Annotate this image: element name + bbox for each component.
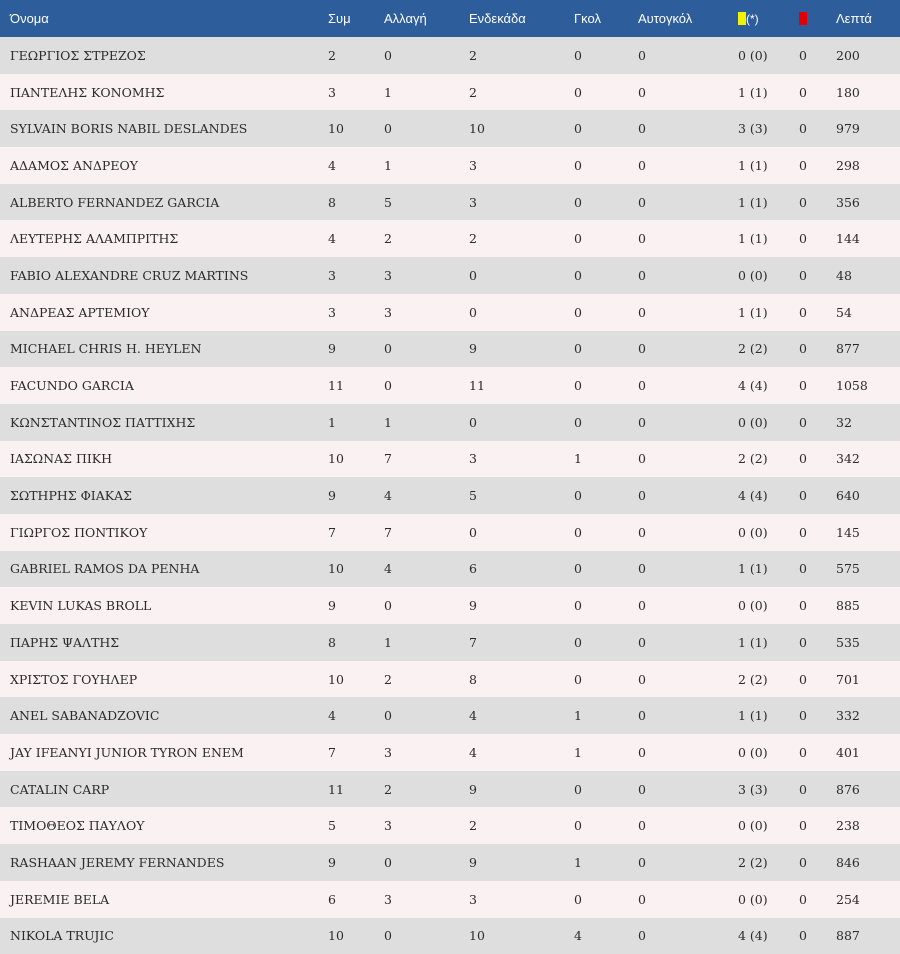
- cell-subs: 0: [384, 587, 469, 624]
- cell-red-cards: 0: [799, 697, 836, 734]
- cell-starts: 0: [469, 294, 574, 331]
- cell-goals: 0: [574, 184, 638, 221]
- cell-subs: 0: [384, 697, 469, 734]
- cell-yellow-cards: 0 (0): [738, 587, 799, 624]
- cell-goals: 0: [574, 74, 638, 111]
- cell-own-goals: 0: [638, 367, 738, 404]
- cell-minutes: 254: [836, 881, 900, 918]
- cell-goals: 0: [574, 624, 638, 661]
- cell-yellow-cards: 1 (1): [738, 74, 799, 111]
- table-row: [0, 918, 900, 954]
- table-row: [0, 514, 900, 551]
- table-row: [0, 367, 900, 404]
- cell-goals: 0: [574, 294, 638, 331]
- cell-apps: 6: [328, 881, 384, 918]
- cell-yellow-cards: 1 (1): [738, 697, 799, 734]
- cell-subs: 4: [384, 551, 469, 588]
- cell-goals: 0: [574, 37, 638, 74]
- cell-starts: 6: [469, 551, 574, 588]
- cell-own-goals: 0: [638, 477, 738, 514]
- cell-red-cards: 0: [799, 587, 836, 624]
- cell-apps: 3: [328, 74, 384, 111]
- cell-own-goals: 0: [638, 771, 738, 808]
- cell-own-goals: 0: [638, 661, 738, 698]
- cell-minutes: 144: [836, 220, 900, 257]
- cell-goals: 0: [574, 881, 638, 918]
- header-starts[interactable]: Ενδεκάδα: [469, 0, 574, 37]
- cell-own-goals: 0: [638, 184, 738, 221]
- cell-apps: 7: [328, 734, 384, 771]
- cell-name[interactable]: ΤΙΜΟΘΕΟΣ ΠΑΥΛΟΥ: [0, 807, 328, 844]
- header-apps[interactable]: Συμ: [328, 0, 384, 37]
- cell-apps: 11: [328, 771, 384, 808]
- cell-red-cards: 0: [799, 184, 836, 221]
- cell-starts: 3: [469, 441, 574, 478]
- cell-red-cards: 0: [799, 147, 836, 184]
- cell-minutes: 846: [836, 844, 900, 881]
- cell-subs: 0: [384, 110, 469, 147]
- cell-name[interactable]: ΧΡΙΣΤΟΣ ΓΟΥΗΛΕΡ: [0, 661, 328, 698]
- red-card-icon: [799, 12, 807, 25]
- cell-minutes: 238: [836, 807, 900, 844]
- cell-minutes: 575: [836, 551, 900, 588]
- cell-subs: 4: [384, 477, 469, 514]
- cell-name[interactable]: JEREMIE BELA: [0, 881, 328, 918]
- cell-goals: 0: [574, 367, 638, 404]
- cell-name[interactable]: KEVIN LUKAS BROLL: [0, 587, 328, 624]
- cell-red-cards: 0: [799, 918, 836, 954]
- cell-name[interactable]: FABIO ALEXANDRE CRUZ MARTINS: [0, 257, 328, 294]
- cell-yellow-cards: 1 (1): [738, 220, 799, 257]
- cell-starts: 0: [469, 404, 574, 441]
- table-row: [0, 404, 900, 441]
- cell-apps: 3: [328, 294, 384, 331]
- cell-apps: 10: [328, 918, 384, 954]
- cell-subs: 1: [384, 404, 469, 441]
- cell-yellow-cards: 0 (0): [738, 881, 799, 918]
- table-row: [0, 551, 900, 588]
- cell-yellow-cards: 0 (0): [738, 807, 799, 844]
- cell-yellow-cards: 1 (1): [738, 624, 799, 661]
- cell-name[interactable]: ΑΔΑΜΟΣ ΑΝΔΡΕΟΥ: [0, 147, 328, 184]
- cell-subs: 0: [384, 844, 469, 881]
- cell-goals: 4: [574, 918, 638, 954]
- cell-minutes: 401: [836, 734, 900, 771]
- cell-apps: 9: [328, 331, 384, 368]
- cell-subs: 0: [384, 331, 469, 368]
- header-goals[interactable]: Γκολ: [574, 0, 638, 37]
- cell-name[interactable]: JAY IFEANYI JUNIOR TYRON ENEM: [0, 734, 328, 771]
- cell-own-goals: 0: [638, 551, 738, 588]
- cell-goals: 0: [574, 331, 638, 368]
- cell-subs: 2: [384, 220, 469, 257]
- cell-subs: 2: [384, 661, 469, 698]
- cell-red-cards: 0: [799, 514, 836, 551]
- table-row: [0, 807, 900, 844]
- cell-red-cards: 0: [799, 441, 836, 478]
- cell-subs: 0: [384, 918, 469, 954]
- cell-name[interactable]: MICHAEL CHRIS H. HEYLEN: [0, 331, 328, 368]
- table-row: [0, 294, 900, 331]
- cell-red-cards: 0: [799, 477, 836, 514]
- cell-red-cards: 0: [799, 807, 836, 844]
- cell-own-goals: 0: [638, 147, 738, 184]
- cell-red-cards: 0: [799, 661, 836, 698]
- table-row: [0, 477, 900, 514]
- cell-subs: 3: [384, 881, 469, 918]
- cell-minutes: 979: [836, 110, 900, 147]
- cell-red-cards: 0: [799, 331, 836, 368]
- table-row: [0, 661, 900, 698]
- cell-yellow-cards: 1 (1): [738, 551, 799, 588]
- cell-starts: 0: [469, 514, 574, 551]
- cell-yellow-cards: 1 (1): [738, 147, 799, 184]
- cell-goals: 1: [574, 734, 638, 771]
- cell-apps: 1: [328, 404, 384, 441]
- cell-yellow-cards: 1 (1): [738, 184, 799, 221]
- cell-name[interactable]: NIKOLA TRUJIC: [0, 918, 328, 954]
- cell-apps: 2: [328, 37, 384, 74]
- cell-red-cards: 0: [799, 37, 836, 74]
- cell-own-goals: 0: [638, 624, 738, 661]
- cell-own-goals: 0: [638, 110, 738, 147]
- cell-red-cards: 0: [799, 74, 836, 111]
- cell-name[interactable]: ΙΑΣΩΝΑΣ ΠΙΚΗ: [0, 441, 328, 478]
- cell-apps: 7: [328, 514, 384, 551]
- table-row: [0, 220, 900, 257]
- cell-goals: 1: [574, 697, 638, 734]
- cell-starts: 4: [469, 734, 574, 771]
- cell-red-cards: 0: [799, 771, 836, 808]
- cell-apps: 10: [328, 551, 384, 588]
- cell-goals: 0: [574, 587, 638, 624]
- yellow-card-header-label: (*): [746, 12, 759, 26]
- table-row: [0, 771, 900, 808]
- cell-goals: 1: [574, 441, 638, 478]
- cell-red-cards: 0: [799, 257, 836, 294]
- cell-starts: 3: [469, 881, 574, 918]
- cell-red-cards: 0: [799, 624, 836, 661]
- cell-yellow-cards: 0 (0): [738, 734, 799, 771]
- cell-red-cards: 0: [799, 881, 836, 918]
- cell-goals: 0: [574, 807, 638, 844]
- cell-apps: 9: [328, 844, 384, 881]
- cell-apps: 10: [328, 661, 384, 698]
- cell-red-cards: 0: [799, 734, 836, 771]
- cell-apps: 4: [328, 697, 384, 734]
- cell-own-goals: 0: [638, 807, 738, 844]
- cell-starts: 9: [469, 331, 574, 368]
- cell-subs: 1: [384, 147, 469, 184]
- cell-yellow-cards: 3 (3): [738, 771, 799, 808]
- cell-starts: 9: [469, 771, 574, 808]
- table-row: [0, 257, 900, 294]
- cell-name[interactable]: ΛΕΥΤΕΡΗΣ ΑΛΑΜΠΡΙΤΗΣ: [0, 220, 328, 257]
- yellow-card-icon: [738, 12, 746, 25]
- cell-own-goals: 0: [638, 918, 738, 954]
- cell-minutes: 1058: [836, 367, 900, 404]
- table-row: [0, 441, 900, 478]
- table-row: [0, 697, 900, 734]
- cell-subs: 7: [384, 441, 469, 478]
- cell-own-goals: 0: [638, 404, 738, 441]
- cell-name[interactable]: GABRIEL RAMOS DA PENHA: [0, 551, 328, 588]
- cell-goals: 1: [574, 844, 638, 881]
- header-subs[interactable]: Αλλαγή: [384, 0, 469, 37]
- cell-subs: 3: [384, 734, 469, 771]
- cell-goals: 0: [574, 404, 638, 441]
- cell-own-goals: 0: [638, 294, 738, 331]
- cell-apps: 9: [328, 587, 384, 624]
- cell-minutes: 48: [836, 257, 900, 294]
- cell-name[interactable]: ΓΙΩΡΓΟΣ ΠΟΝΤΙΚΟΥ: [0, 514, 328, 551]
- cell-yellow-cards: 4 (4): [738, 918, 799, 954]
- cell-goals: 0: [574, 661, 638, 698]
- table-row: [0, 147, 900, 184]
- table-row: [0, 331, 900, 368]
- cell-goals: 0: [574, 147, 638, 184]
- cell-own-goals: 0: [638, 844, 738, 881]
- cell-minutes: 877: [836, 331, 900, 368]
- table-row: [0, 587, 900, 624]
- header-yellow-cards[interactable]: [738, 0, 799, 37]
- cell-own-goals: 0: [638, 441, 738, 478]
- cell-own-goals: 0: [638, 37, 738, 74]
- table-row: [0, 74, 900, 111]
- cell-minutes: 298: [836, 147, 900, 184]
- cell-starts: 10: [469, 918, 574, 954]
- cell-subs: 3: [384, 807, 469, 844]
- cell-minutes: 54: [836, 294, 900, 331]
- cell-starts: 11: [469, 367, 574, 404]
- cell-starts: 2: [469, 807, 574, 844]
- cell-subs: 1: [384, 624, 469, 661]
- cell-starts: 7: [469, 624, 574, 661]
- cell-subs: 7: [384, 514, 469, 551]
- cell-apps: 8: [328, 184, 384, 221]
- cell-minutes: 356: [836, 184, 900, 221]
- cell-minutes: 342: [836, 441, 900, 478]
- cell-name[interactable]: CATALIN CARP: [0, 771, 328, 808]
- cell-apps: 4: [328, 220, 384, 257]
- cell-name[interactable]: RASHAAN JEREMY FERNANDES: [0, 844, 328, 881]
- cell-starts: 2: [469, 37, 574, 74]
- cell-goals: 0: [574, 110, 638, 147]
- cell-name[interactable]: ΑΝΔΡΕΑΣ ΑΡΤΕΜΙΟΥ: [0, 294, 328, 331]
- table-row: [0, 110, 900, 147]
- cell-minutes: 887: [836, 918, 900, 954]
- cell-own-goals: 0: [638, 734, 738, 771]
- cell-subs: 3: [384, 257, 469, 294]
- cell-name[interactable]: ANEL SABANADZOVIC: [0, 697, 328, 734]
- cell-apps: 11: [328, 367, 384, 404]
- table-row: [0, 37, 900, 74]
- cell-subs: 5: [384, 184, 469, 221]
- cell-own-goals: 0: [638, 331, 738, 368]
- cell-yellow-cards: 0 (0): [738, 257, 799, 294]
- cell-starts: 5: [469, 477, 574, 514]
- header-minutes[interactable]: Λεπτά: [836, 0, 900, 37]
- cell-name[interactable]: ΣΩΤΗΡΗΣ ΦΙΑΚΑΣ: [0, 477, 328, 514]
- cell-minutes: 332: [836, 697, 900, 734]
- cell-apps: 10: [328, 441, 384, 478]
- cell-starts: 9: [469, 844, 574, 881]
- cell-goals: 0: [574, 257, 638, 294]
- cell-red-cards: 0: [799, 220, 836, 257]
- cell-apps: 8: [328, 624, 384, 661]
- cell-apps: 10: [328, 110, 384, 147]
- table-row: [0, 184, 900, 221]
- cell-own-goals: 0: [638, 881, 738, 918]
- cell-starts: 3: [469, 147, 574, 184]
- cell-name[interactable]: SYLVAIN BORIS NABIL DESLANDES: [0, 110, 328, 147]
- cell-subs: 3: [384, 294, 469, 331]
- cell-minutes: 701: [836, 661, 900, 698]
- cell-red-cards: 0: [799, 551, 836, 588]
- cell-minutes: 876: [836, 771, 900, 808]
- table-header-row: [0, 0, 900, 37]
- cell-starts: 9: [469, 587, 574, 624]
- cell-minutes: 535: [836, 624, 900, 661]
- cell-name[interactable]: ΓΕΩΡΓΙΟΣ ΣΤΡΕΖΟΣ: [0, 37, 328, 74]
- cell-own-goals: 0: [638, 587, 738, 624]
- cell-yellow-cards: 4 (4): [738, 477, 799, 514]
- table-row: [0, 624, 900, 661]
- cell-yellow-cards: 2 (2): [738, 844, 799, 881]
- cell-yellow-cards: 2 (2): [738, 661, 799, 698]
- cell-starts: 10: [469, 110, 574, 147]
- cell-yellow-cards: 3 (3): [738, 110, 799, 147]
- cell-goals: 0: [574, 771, 638, 808]
- header-red-cards[interactable]: [799, 0, 836, 37]
- cell-starts: 0: [469, 257, 574, 294]
- cell-yellow-cards: 0 (0): [738, 37, 799, 74]
- cell-apps: 5: [328, 807, 384, 844]
- cell-own-goals: 0: [638, 220, 738, 257]
- table-row: [0, 734, 900, 771]
- cell-goals: 0: [574, 477, 638, 514]
- cell-yellow-cards: 2 (2): [738, 331, 799, 368]
- cell-minutes: 640: [836, 477, 900, 514]
- table-row: [0, 881, 900, 918]
- cell-apps: 3: [328, 257, 384, 294]
- cell-yellow-cards: 4 (4): [738, 367, 799, 404]
- cell-starts: 8: [469, 661, 574, 698]
- cell-minutes: 180: [836, 74, 900, 111]
- cell-name[interactable]: ΠΑΝΤΕΛΗΣ ΚΟΝΟΜΗΣ: [0, 74, 328, 111]
- header-own-goals[interactable]: Αυτογκόλ: [638, 0, 738, 37]
- cell-goals: 0: [574, 220, 638, 257]
- cell-starts: 4: [469, 697, 574, 734]
- cell-yellow-cards: 1 (1): [738, 294, 799, 331]
- cell-name[interactable]: FACUNDO GARCIA: [0, 367, 328, 404]
- cell-yellow-cards: 0 (0): [738, 514, 799, 551]
- cell-subs: 0: [384, 37, 469, 74]
- cell-own-goals: 0: [638, 257, 738, 294]
- cell-goals: 0: [574, 514, 638, 551]
- cell-yellow-cards: 2 (2): [738, 441, 799, 478]
- cell-name[interactable]: ΠΑΡΗΣ ΨΑΛΤΗΣ: [0, 624, 328, 661]
- cell-own-goals: 0: [638, 697, 738, 734]
- cell-name[interactable]: ΚΩΝΣΤΑΝΤΙΝΟΣ ΠΑΤΤΙΧΗΣ: [0, 404, 328, 441]
- cell-red-cards: 0: [799, 110, 836, 147]
- cell-minutes: 145: [836, 514, 900, 551]
- cell-red-cards: 0: [799, 294, 836, 331]
- cell-own-goals: 0: [638, 514, 738, 551]
- cell-goals: 0: [574, 551, 638, 588]
- cell-name[interactable]: ALBERTO FERNANDEZ GARCIA: [0, 184, 328, 221]
- cell-own-goals: 0: [638, 74, 738, 111]
- cell-minutes: 200: [836, 37, 900, 74]
- cell-subs: 0: [384, 367, 469, 404]
- table-row: [0, 844, 900, 881]
- cell-subs: 1: [384, 74, 469, 111]
- cell-apps: 4: [328, 147, 384, 184]
- cell-starts: 3: [469, 184, 574, 221]
- cell-red-cards: 0: [799, 367, 836, 404]
- cell-starts: 2: [469, 220, 574, 257]
- cell-minutes: 32: [836, 404, 900, 441]
- cell-minutes: 885: [836, 587, 900, 624]
- cell-red-cards: 0: [799, 404, 836, 441]
- cell-apps: 9: [328, 477, 384, 514]
- cell-starts: 2: [469, 74, 574, 111]
- cell-subs: 2: [384, 771, 469, 808]
- cell-yellow-cards: 0 (0): [738, 404, 799, 441]
- header-name[interactable]: Όνομα: [0, 0, 328, 37]
- cell-red-cards: 0: [799, 844, 836, 881]
